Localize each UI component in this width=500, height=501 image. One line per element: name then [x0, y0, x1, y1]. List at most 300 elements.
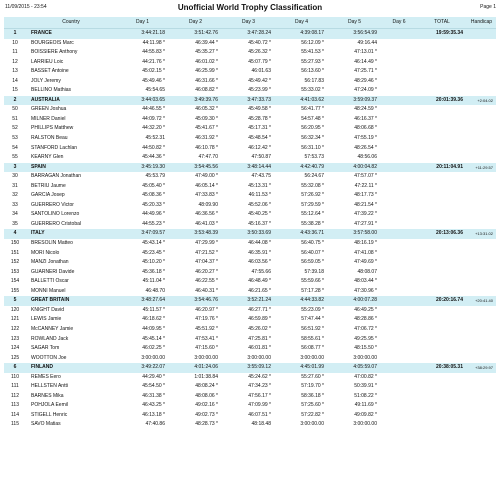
- rider-number: 113: [11, 402, 19, 409]
- empty-cell: [417, 115, 467, 125]
- rider-day-time: 55:38.28 *: [301, 220, 324, 227]
- empty-cell: [467, 86, 496, 96]
- team-name: SPAIN: [26, 163, 116, 173]
- rider-number: 120: [10, 306, 20, 313]
- team-total: 20:38:05.31: [417, 363, 467, 373]
- rider-day-time: 46:21.65 *: [248, 287, 271, 294]
- team-day-time: [381, 96, 417, 106]
- empty-cell: [417, 58, 467, 68]
- team-position: 6: [4, 363, 26, 373]
- rider-day-time: 57:29.59 *: [301, 201, 324, 208]
- rider-number: 34: [12, 211, 18, 218]
- rider-day-time: 47:55.66: [251, 268, 271, 275]
- rider-name: RALSTON Beau: [31, 135, 68, 142]
- rider-day-time: 48:29.46 *: [354, 77, 377, 84]
- team-day-time: [381, 29, 417, 39]
- rider-row: [4, 144, 496, 154]
- rider-name: BASSET Antoine: [31, 68, 69, 75]
- rider-day-time: 48:26.54 *: [354, 144, 377, 151]
- rider-day-time: 47:06.72 *: [354, 325, 377, 332]
- rider-day-time: 45:13.31 *: [248, 182, 271, 189]
- empty-cell: [467, 249, 496, 259]
- rider-row: [4, 172, 496, 182]
- rider-day-time: 47:49.00 *: [195, 173, 218, 180]
- rider-day-time: 47:22.11 *: [354, 182, 377, 189]
- rider-row: [4, 335, 496, 345]
- rider-day-time: 56:41.77 *: [301, 106, 324, 113]
- rider-day-time: 57:25.60 *: [301, 402, 324, 409]
- empty-cell: [417, 201, 467, 211]
- rider-day-time: 45:26.32 *: [248, 49, 271, 56]
- rider-row: [4, 401, 496, 411]
- rider-number: 14: [12, 77, 18, 84]
- empty-cell: [417, 67, 467, 77]
- rider-day-time: [381, 335, 417, 345]
- rider-name: GUERRERO Victor: [31, 201, 74, 208]
- rider-day-time: 45:49.42 *: [248, 77, 271, 84]
- rider-day-time: 45:43.14 *: [142, 240, 165, 247]
- rider-day-time: 57:53.73: [304, 154, 324, 161]
- rider-number: 12: [12, 58, 18, 65]
- team-row: [4, 229, 496, 239]
- rider-day-time: 45:52.06 *: [248, 201, 271, 208]
- rider-name: BARNES Mika: [31, 392, 64, 399]
- rider-row: [4, 191, 496, 201]
- rider-name: STANFORD Lachlan: [31, 144, 78, 151]
- rider-day-time: 44:55.23 *: [142, 220, 165, 227]
- rider-name: SANTOLINO Lorenzo: [31, 211, 80, 218]
- rider-day-time: 45:49.58 *: [248, 106, 271, 113]
- rider-day-time: 45:53.79: [145, 173, 165, 180]
- rider-name: McCANNEY Jamie: [31, 325, 74, 332]
- rider-day-time: [381, 354, 417, 364]
- rider-day-time: 48:06.68 *: [354, 125, 377, 132]
- rider-row: [4, 306, 496, 316]
- empty-cell: [417, 315, 467, 325]
- rider-number: 153: [10, 268, 20, 275]
- rider-name: SAVO Matias: [31, 421, 61, 428]
- rider-name: JOLY Jeremy: [31, 77, 61, 84]
- rider-day-time: 3:00:00.00: [141, 354, 165, 361]
- team-day-time: 4:42:40.79: [275, 163, 328, 173]
- rider-row: [4, 277, 496, 287]
- rider-day-time: 44:11.98 *: [142, 39, 165, 46]
- rider-name: BELLINO Mathias: [31, 87, 72, 94]
- rider-row: [4, 86, 496, 96]
- rider-day-time: 56:40.75 *: [301, 240, 324, 247]
- rider-number: 33: [12, 201, 18, 208]
- rider-number: 54: [12, 144, 18, 151]
- team-row: [4, 29, 496, 39]
- rider-day-time: 48:18.48: [251, 421, 271, 428]
- rider-day-time: 45:52.31: [145, 135, 165, 142]
- rider-row: [4, 134, 496, 144]
- rider-day-time: 46:22.55 *: [195, 278, 218, 285]
- empty-cell: [467, 77, 496, 87]
- rider-name: BOURGEOIS Marc: [31, 39, 74, 46]
- page-title: Unofficial World Trophy Classification: [177, 3, 323, 12]
- rider-day-time: 56:13.60 *: [301, 68, 324, 75]
- team-day-time: 4:00:07.28: [328, 296, 381, 306]
- rider-day-time: 56:17.83: [304, 77, 324, 84]
- rider-day-time: [381, 201, 417, 211]
- rider-row: [4, 48, 496, 58]
- rider-name: GARCIA Josep: [31, 192, 65, 199]
- team-day-time: 3:54:46.76: [169, 296, 222, 306]
- rider-number: 150: [10, 240, 20, 247]
- rider-day-time: 47:39.22 *: [354, 211, 377, 218]
- rider-day-time: 55:27.60 *: [301, 373, 324, 380]
- empty-cell: [417, 172, 467, 182]
- rider-day-time: 45:23.99 *: [248, 87, 271, 94]
- empty-cell: [467, 67, 496, 77]
- col-header-day1: Day 1: [116, 17, 169, 29]
- rider-day-time: 45:35.27 *: [195, 49, 218, 56]
- empty-cell: [417, 210, 467, 220]
- empty-cell: [467, 325, 496, 335]
- rider-day-time: 57:19.70 *: [301, 383, 324, 390]
- rider-number: 114: [11, 411, 19, 418]
- rider-number: 52: [12, 125, 18, 132]
- rider-day-time: 47:41.08 *: [354, 249, 377, 256]
- rider-day-time: 46:27.71 *: [248, 306, 271, 313]
- team-day-time: 4:00:04.82: [328, 163, 381, 173]
- rider-day-time: [381, 172, 417, 182]
- rider-day-time: [381, 401, 417, 411]
- rider-day-time: 44:32.20 *: [142, 125, 165, 132]
- empty-cell: [417, 153, 467, 163]
- rider-day-time: 46:25.99 *: [195, 68, 218, 75]
- print-date: 11/09/2015 - 23:54: [5, 4, 47, 10]
- rider-name: GREEN Joshua: [31, 106, 67, 113]
- rider-day-time: [381, 153, 417, 163]
- rider-name: BOISSIERE Anthony: [31, 49, 78, 56]
- rider-day-time: [381, 258, 417, 268]
- team-day-time: 3:56:54.99: [328, 29, 381, 39]
- rider-name: BARRAGAN Jonathan: [31, 173, 82, 180]
- rider-name: MONNI Manuel: [31, 287, 66, 294]
- rider-number: 124: [10, 345, 20, 352]
- rider-name: MANZI Jonathan: [31, 259, 69, 266]
- rider-name: LARRIEU Loic: [31, 58, 64, 65]
- rider-number: 13: [12, 68, 18, 75]
- rider-day-time: 56:31.10 *: [301, 144, 324, 151]
- rider-name: STIGELL Henric: [31, 411, 68, 418]
- rider-day-time: 3:00:00.00: [247, 354, 271, 361]
- rider-day-time: 47:24.09 *: [354, 87, 377, 94]
- col-header-day4: Day 4: [275, 17, 328, 29]
- rider-day-time: 44:09.72 *: [142, 115, 165, 122]
- empty-cell: [467, 258, 496, 268]
- rider-day-time: [381, 268, 417, 278]
- classification-table: [4, 17, 496, 430]
- rider-row: [4, 373, 496, 383]
- empty-cell: [467, 124, 496, 134]
- rider-day-time: 47:34.23 *: [248, 383, 271, 390]
- rider-day-time: [381, 306, 417, 316]
- team-day-time: [381, 296, 417, 306]
- empty-cell: [417, 344, 467, 354]
- rider-day-time: [381, 411, 417, 421]
- team-total: 20:01:39.36: [417, 96, 467, 106]
- team-day-time: 4:39:08.17: [275, 29, 328, 39]
- rider-name: GUERRERO Cristobal: [31, 220, 82, 227]
- rider-day-time: 56:40.07 *: [301, 249, 324, 256]
- team-day-time: 3:47:28.24: [222, 29, 275, 39]
- team-handicap: +13:31.02: [467, 229, 496, 239]
- rider-day-time: 45:51.92 *: [195, 325, 218, 332]
- rider-day-time: 56:12.09 *: [301, 39, 324, 46]
- team-day-time: 3:55:09.12: [222, 363, 275, 373]
- team-day-time: 3:52:21.24: [222, 296, 275, 306]
- rider-day-time: 45:11.57 *: [142, 306, 165, 313]
- col-header-day5: Day 5: [328, 17, 381, 29]
- empty-cell: [417, 277, 467, 287]
- rider-day-time: [381, 325, 417, 335]
- team-row: [4, 363, 496, 373]
- rider-day-time: 46:10.78 *: [195, 144, 218, 151]
- empty-cell: [467, 239, 496, 249]
- team-name: AUSTRALIA: [26, 96, 116, 106]
- empty-cell: [467, 172, 496, 182]
- empty-cell: [467, 354, 496, 364]
- rider-number: 123: [10, 335, 20, 342]
- rider-day-time: 3:00:00.00: [300, 421, 324, 428]
- empty-cell: [467, 220, 496, 230]
- empty-cell: [467, 191, 496, 201]
- rider-day-time: 46:16.37 *: [354, 115, 377, 122]
- team-day-time: 3:48:14.44: [222, 163, 275, 173]
- rider-number: 122: [10, 325, 20, 332]
- rider-number: 15: [12, 87, 18, 94]
- team-day-time: 4:05:59.07: [328, 363, 381, 373]
- rider-day-time: 44:46.55 *: [142, 106, 165, 113]
- rider-day-time: 46:13.18 *: [142, 411, 165, 418]
- team-handicap: +11:29.57: [467, 163, 496, 173]
- team-position: 1: [4, 29, 26, 39]
- rider-day-time: 48:21.54 *: [354, 201, 377, 208]
- rider-day-time: 45:23.45 *: [142, 249, 165, 256]
- rider-day-time: 46:35.91 *: [248, 249, 271, 256]
- team-total: 20:20:16.74: [417, 296, 467, 306]
- team-day-time: 4:41:03.62: [275, 96, 328, 106]
- rider-day-time: 46:49.25 *: [354, 306, 377, 313]
- rider-day-time: 58:36.18 *: [301, 392, 324, 399]
- empty-cell: [417, 411, 467, 421]
- rider-day-time: 56:59.05 *: [301, 259, 324, 266]
- col-header-day6: Day 6: [381, 17, 417, 29]
- rider-number: 151: [10, 249, 20, 256]
- empty-cell: [467, 39, 496, 49]
- rider-day-time: [381, 58, 417, 68]
- rider-day-time: [381, 220, 417, 230]
- rider-day-time: 48:17.73 *: [354, 192, 377, 199]
- rider-day-time: 49:02.73 *: [195, 411, 218, 418]
- team-name: FINLAND: [26, 363, 116, 373]
- team-total: 20:11:04.91: [417, 163, 467, 173]
- rider-day-time: [381, 134, 417, 144]
- team-total: 19:59:35.34: [417, 29, 467, 39]
- rider-day-time: 45:48.54 *: [248, 135, 271, 142]
- team-day-time: 4:44:33.82: [275, 296, 328, 306]
- rider-day-time: 47:25.81 *: [248, 335, 271, 342]
- rider-day-time: [381, 105, 417, 115]
- rider-day-time: [381, 315, 417, 325]
- rider-day-time: 3:00:00.00: [353, 354, 377, 361]
- empty-cell: [417, 182, 467, 192]
- rider-day-time: 46:02.25 *: [142, 345, 165, 352]
- rider-day-time: 47:43.75: [251, 173, 271, 180]
- rider-name: ROWLAND Jack: [31, 335, 69, 342]
- empty-cell: [467, 315, 496, 325]
- rider-day-time: 56:08.77 *: [301, 345, 324, 352]
- rider-row: [4, 77, 496, 87]
- rider-day-time: 45:36.18 *: [142, 268, 165, 275]
- rider-day-time: 45:09.30 *: [195, 115, 218, 122]
- table-header-row: [4, 17, 496, 29]
- rider-row: [4, 105, 496, 115]
- col-header-handicap: Handicap: [467, 17, 496, 29]
- rider-day-time: 47:13.01 *: [354, 49, 377, 56]
- rider-day-time: 55:23.09 *: [301, 306, 324, 313]
- rider-day-time: 45:54.65: [145, 87, 165, 94]
- team-day-time: [381, 163, 417, 173]
- rider-row: [4, 287, 496, 297]
- rider-number: 30: [12, 173, 18, 180]
- empty-cell: [417, 48, 467, 58]
- rider-number: 32: [12, 192, 18, 199]
- team-day-time: 4:43:36.71: [275, 229, 328, 239]
- table-body: [4, 29, 496, 430]
- rider-day-time: [381, 249, 417, 259]
- team-day-time: 3:45:19.30: [116, 163, 169, 173]
- rider-day-time: [381, 191, 417, 201]
- rider-day-time: 48:28.86 *: [354, 316, 377, 323]
- rider-row: [4, 153, 496, 163]
- rider-name: SAGAR Tom: [31, 345, 60, 352]
- rider-row: [4, 124, 496, 134]
- rider-day-time: 44:09.95 *: [142, 325, 165, 332]
- empty-cell: [417, 86, 467, 96]
- rider-row: [4, 115, 496, 125]
- empty-cell: [417, 134, 467, 144]
- empty-cell: [467, 287, 496, 297]
- rider-number: 111: [11, 383, 19, 390]
- rider-day-time: [381, 124, 417, 134]
- rider-day-time: 48:08.24 *: [195, 383, 218, 390]
- rider-name: KEARNY Glen: [31, 154, 64, 161]
- empty-cell: [467, 392, 496, 402]
- rider-day-time: 56:51.92 *: [301, 325, 324, 332]
- rider-day-time: 57:22.82 *: [301, 411, 324, 418]
- rider-day-time: [381, 344, 417, 354]
- rider-day-time: [381, 67, 417, 77]
- team-day-time: 3:59:09.37: [328, 96, 381, 106]
- team-day-time: [381, 229, 417, 239]
- rider-day-time: 46:01.81 *: [248, 345, 271, 352]
- empty-cell: [417, 124, 467, 134]
- rider-day-time: [381, 86, 417, 96]
- rider-day-time: 46:18.62 *: [142, 316, 165, 323]
- empty-cell: [467, 48, 496, 58]
- empty-cell: [417, 401, 467, 411]
- empty-cell: [467, 153, 496, 163]
- rider-day-time: 45:17.31 *: [248, 125, 271, 132]
- rider-day-time: 58:55.61 *: [301, 335, 324, 342]
- empty-cell: [467, 277, 496, 287]
- rider-day-time: 47:00.82 *: [354, 373, 377, 380]
- rider-day-time: 49:02.16 *: [195, 402, 218, 409]
- rider-day-time: 47:57.07 *: [354, 173, 377, 180]
- rider-day-time: 45:05.40 *: [142, 182, 165, 189]
- rider-number: 115: [11, 421, 19, 428]
- team-row: [4, 163, 496, 173]
- rider-name: LEWIS Jamie: [31, 316, 62, 323]
- rider-day-time: [381, 77, 417, 87]
- col-header-total: TOTAL: [417, 17, 467, 29]
- rider-name: KNIGHT David: [31, 306, 64, 313]
- empty-cell: [467, 105, 496, 115]
- rider-day-time: 54:57.48 *: [301, 115, 324, 122]
- rider-row: [4, 382, 496, 392]
- rider-day-time: 46:41.03 *: [195, 220, 218, 227]
- rider-day-time: 3:00:00.00: [194, 354, 218, 361]
- rider-name: WOOTTON Joe: [31, 354, 67, 361]
- rider-day-time: 47:27.91 *: [354, 220, 377, 227]
- rider-day-time: 48:08.06 *: [195, 392, 218, 399]
- empty-cell: [417, 335, 467, 345]
- rider-day-time: 45:26.02 *: [248, 325, 271, 332]
- rider-day-time: 48:16.19 *: [354, 240, 377, 247]
- rider-row: [4, 315, 496, 325]
- team-position: 2: [4, 96, 26, 106]
- rider-day-time: [381, 48, 417, 58]
- empty-cell: [417, 373, 467, 383]
- rider-day-time: 46:20.97 *: [195, 306, 218, 313]
- team-day-time: 3:49:22.07: [116, 363, 169, 373]
- rider-number: 154: [10, 278, 20, 285]
- rider-day-time: 49:11.69 *: [354, 402, 377, 409]
- team-position: 3: [4, 163, 26, 173]
- rider-day-time: 45:16.37 *: [248, 220, 271, 227]
- empty-cell: [417, 39, 467, 49]
- empty-cell: [467, 344, 496, 354]
- rider-day-time: 46:01.02 *: [195, 58, 218, 65]
- empty-cell: [467, 420, 496, 430]
- rider-number: 10: [12, 39, 18, 46]
- col-header-country: Country: [26, 17, 116, 29]
- rider-day-time: 46:03.56 *: [248, 259, 271, 266]
- rider-number: 110: [11, 373, 19, 380]
- team-handicap: +2:04.02: [467, 96, 496, 106]
- empty-cell: [417, 392, 467, 402]
- rider-day-time: 55:12.64 *: [301, 211, 324, 218]
- team-position: 5: [4, 296, 26, 306]
- rider-day-time: 45:45.14 *: [142, 335, 165, 342]
- rider-day-time: 56:20.95 *: [301, 125, 324, 132]
- rider-day-time: 44:29.40 *: [142, 373, 165, 380]
- rider-day-time: 57:39.18: [304, 268, 324, 275]
- rider-day-time: [381, 239, 417, 249]
- empty-cell: [467, 210, 496, 220]
- page-number: Page 1: [480, 4, 496, 10]
- rider-day-time: [381, 382, 417, 392]
- rider-day-time: 46:07.51 *: [248, 411, 271, 418]
- rider-day-time: 46:14.49 *: [354, 58, 377, 65]
- rider-day-time: 48:24.59 *: [354, 106, 377, 113]
- rider-day-time: 46:20.27 *: [195, 268, 218, 275]
- rider-day-time: 55:59.66 *: [301, 278, 324, 285]
